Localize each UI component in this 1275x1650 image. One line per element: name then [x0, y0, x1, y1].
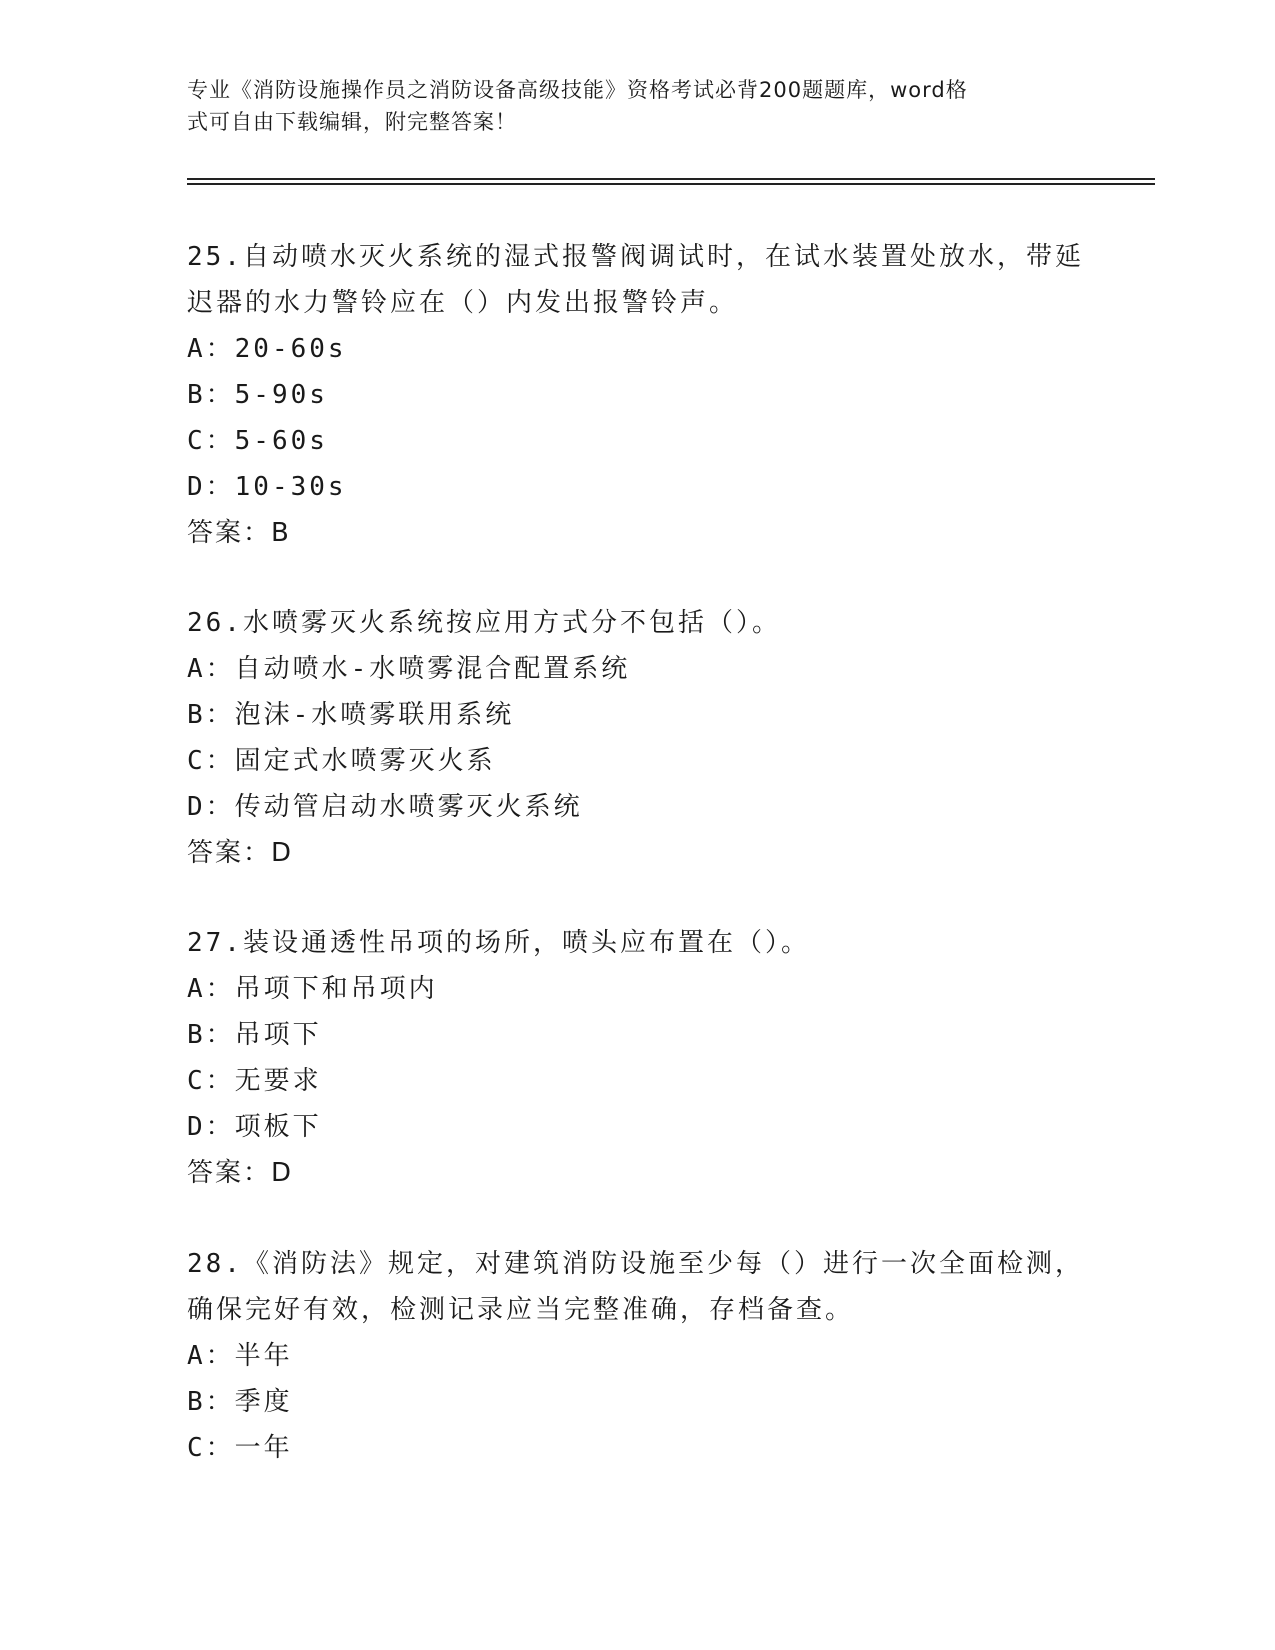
header-line-2: 式可自由下载编辑，附完整答案！: [187, 110, 517, 134]
option-d: D：项板下: [187, 1112, 322, 1142]
option-b: B：泡沫-水喷雾联用系统: [187, 700, 515, 730]
question-stem-line: 28.《消防法》规定，对建筑消防设施至少每（）进行一次全面检测，: [187, 1249, 1084, 1279]
question-stem-line: 27.装设通透性吊项的场所，喷头应布置在（）。: [187, 928, 810, 958]
option-c: C：一年: [187, 1433, 293, 1463]
question-25: [187, 234, 1087, 556]
answer-line: 答案：D: [187, 838, 294, 868]
option-c: C：5-60s: [187, 426, 328, 456]
answer-line: 答案：D: [187, 1158, 294, 1188]
question-stem-line: 迟器的水力警铃应在（）内发出报警铃声。: [187, 288, 739, 318]
question-26: [187, 600, 1087, 876]
question-stem-line: 确保完好有效，检测记录应当完整准确，存档备查。: [187, 1295, 855, 1325]
option-b: B：季度: [187, 1387, 293, 1417]
header-divider-top: [187, 178, 1155, 180]
option-a: A：20-60s: [187, 334, 347, 364]
option-b: B：5-90s: [187, 380, 328, 410]
question-28: [187, 1241, 1087, 1471]
option-d: D：10-30s: [187, 472, 347, 502]
option-c: C：无要求: [187, 1066, 322, 1096]
option-a: A：吊项下和吊项内: [187, 974, 438, 1004]
question-27: [187, 920, 1087, 1196]
question-stem-line: 26.水喷雾灭火系统按应用方式分不包括（）。: [187, 608, 781, 638]
option-a: A：半年: [187, 1341, 293, 1371]
option-a: A：自动喷水-水喷雾混合配置系统: [187, 654, 631, 684]
header-divider-bottom: [187, 183, 1155, 185]
document-header: [187, 74, 1087, 138]
answer-line: 答案：B: [187, 518, 291, 548]
option-d: D：传动管启动水喷雾灭火系统: [187, 792, 583, 822]
option-b: B：吊项下: [187, 1020, 322, 1050]
header-line-1: 专业《消防设施操作员之消防设备高级技能》资格考试必背200题题库，word格: [187, 78, 968, 102]
option-c: C：固定式水喷雾灭火系: [187, 746, 496, 776]
question-stem-line: 25.自动喷水灭火系统的湿式报警阀调试时，在试水装置处放水，带延: [187, 242, 1084, 272]
